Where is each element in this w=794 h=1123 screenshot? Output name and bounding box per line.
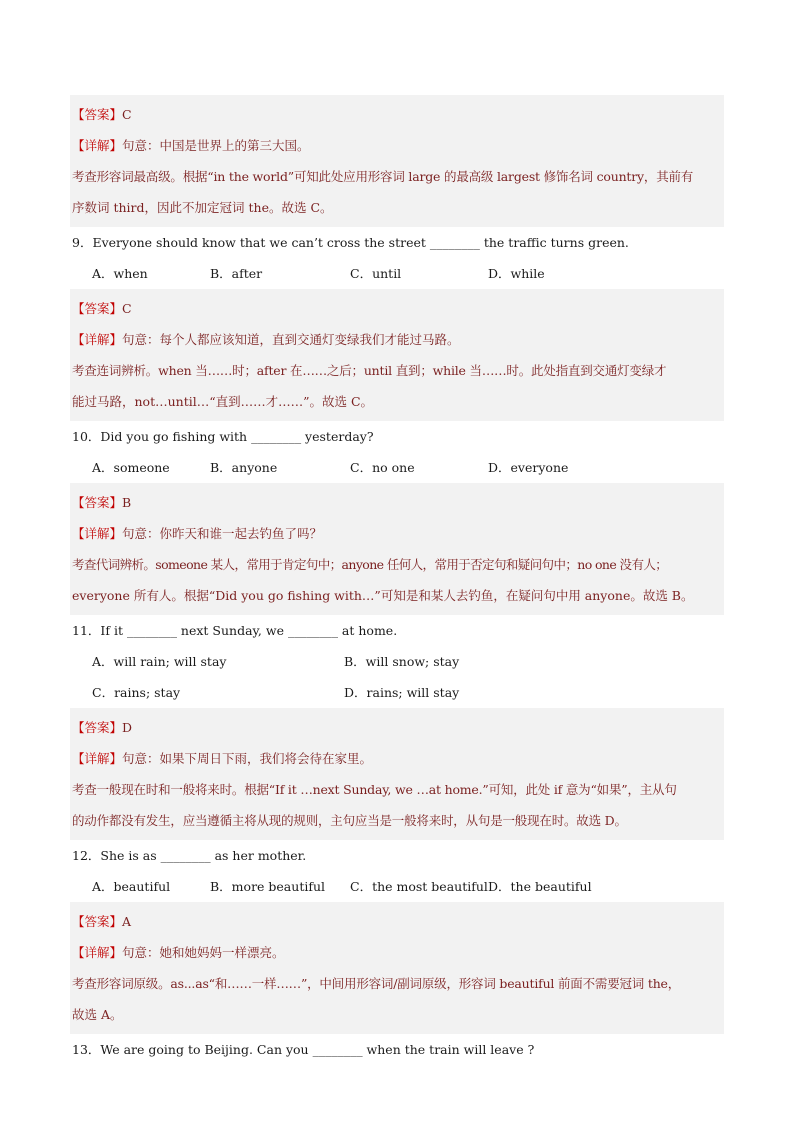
detail-line	[72, 324, 722, 355]
option-d: D．rains; will stay	[344, 685, 460, 700]
detail-tag: 【详解】	[72, 526, 123, 541]
options-11-row2	[70, 677, 724, 708]
option-c: C．no one	[350, 460, 415, 475]
option-a: A．someone	[92, 460, 170, 475]
detail-text: 句意：她和她妈妈一样漂亮。	[122, 945, 285, 960]
content-column	[70, 95, 724, 1065]
detail-text: 句意：每个人都应该知道，直到交通灯变绿我们才能过马路。	[122, 332, 460, 347]
explain-line: 故选 A。	[72, 1007, 123, 1022]
explain-line: 考查形容词最高级。根据“in the world”可知此处应用形容词 large 的最高级 largest 修饰名词 country，其前有	[72, 169, 694, 184]
answer-block-8	[70, 95, 724, 227]
explain-line: 序数词 third，因此不加定冠词 the。故选 C。	[72, 200, 333, 215]
detail-line	[72, 743, 722, 774]
option-a: A．beautiful	[92, 879, 171, 894]
detail-text: 句意：你昨天和谁一起去钓鱼了吗？	[122, 526, 323, 541]
explain-line: 考查连词辨析。when 当……时；after 在……之后；until 直到；while 当……时。此处指直到交通灯变绿才	[72, 363, 667, 378]
question-stem-10: 10．Did you go fishing with ________ yesterday?	[72, 429, 374, 444]
options-12	[70, 871, 724, 902]
answer-tag: 【答案】	[72, 720, 123, 735]
option-a: A．will rain; will stay	[92, 654, 227, 669]
answer-block-10	[70, 483, 724, 615]
option-c: C．until	[350, 266, 402, 281]
explain-line: 考查形容词原级。as...as“和……一样……”，中间用形容词/副词原级，形容词 beautiful 前面不需要冠词 the，	[72, 976, 681, 991]
answer-line	[72, 99, 722, 130]
detail-tag: 【详解】	[72, 332, 123, 347]
answer-line	[72, 712, 722, 743]
answer-value: C	[122, 301, 132, 316]
detail-text: 句意：如果下周日下雨，我们将会待在家里。	[122, 751, 373, 766]
answer-tag: 【答案】	[72, 914, 123, 929]
answer-block-12	[70, 902, 724, 1034]
option-d: D．the beautiful	[488, 879, 592, 894]
explain-line: everyone 所有人。根据“Did you go fishing with…”可知是和某人去钓鱼，在疑问句中用 anyone。故选 B。	[72, 588, 694, 603]
detail-line	[72, 518, 722, 549]
detail-tag: 【详解】	[72, 945, 123, 960]
answer-tag: 【答案】	[72, 495, 123, 510]
answer-line	[72, 487, 722, 518]
answer-value: C	[122, 107, 132, 122]
answer-block-11	[70, 708, 724, 840]
answer-tag: 【答案】	[72, 301, 123, 316]
option-d: D．while	[488, 266, 545, 281]
option-b: B．anyone	[210, 460, 278, 475]
explain-line: 考查代词辨析。someone 某人，常用于肯定句中；anyone 任何人，常用于否定句和疑问句中；no one 没有人；	[72, 557, 668, 572]
answer-block-9	[70, 289, 724, 421]
options-10	[70, 452, 724, 483]
detail-text: 句意：中国是世界上的第三大国。	[122, 138, 310, 153]
detail-tag: 【详解】	[72, 138, 123, 153]
answer-value: B	[122, 495, 132, 510]
option-b: B．after	[210, 266, 263, 281]
detail-tag: 【详解】	[72, 751, 123, 766]
question-stem-12: 12．She is as ________ as her mother.	[72, 848, 307, 863]
option-c: C．the most beautiful	[350, 879, 488, 894]
detail-line	[72, 130, 722, 161]
answer-value: A	[122, 914, 132, 929]
explain-line: 能过马路，not…until…“直到……才……”。故选 C。	[72, 394, 374, 409]
question-stem-13: 13．We are going to Beijing. Can you ________ when the train will leave ?	[72, 1042, 535, 1057]
option-d: D．everyone	[488, 460, 569, 475]
answer-tag: 【答案】	[72, 107, 123, 122]
explain-line: 的动作都没有发生，应当遵循主将从现的规则，主句应当是一般将来时，从句是一般现在时。故选 D。	[72, 813, 627, 828]
options-9	[70, 258, 724, 289]
explain-line: 考查一般现在时和一般将来时。根据“If it …next Sunday, we …at home.”可知，此处 if 意为“如果”，主从句	[72, 782, 677, 797]
option-a: A．when	[92, 266, 148, 281]
option-b: B．will snow; stay	[344, 654, 460, 669]
answer-line	[72, 906, 722, 937]
question-stem-9: 9．Everyone should know that we can’t cross the street ________ the traffic turns green.	[72, 235, 629, 250]
answer-value: D	[122, 720, 133, 735]
detail-line	[72, 937, 722, 968]
question-stem-11: 11．If it ________ next Sunday, we ________ at home.	[72, 623, 398, 638]
answer-line	[72, 293, 722, 324]
options-11-row1	[70, 646, 724, 677]
option-c: C．rains; stay	[92, 685, 181, 700]
option-b: B．more beautiful	[210, 879, 326, 894]
